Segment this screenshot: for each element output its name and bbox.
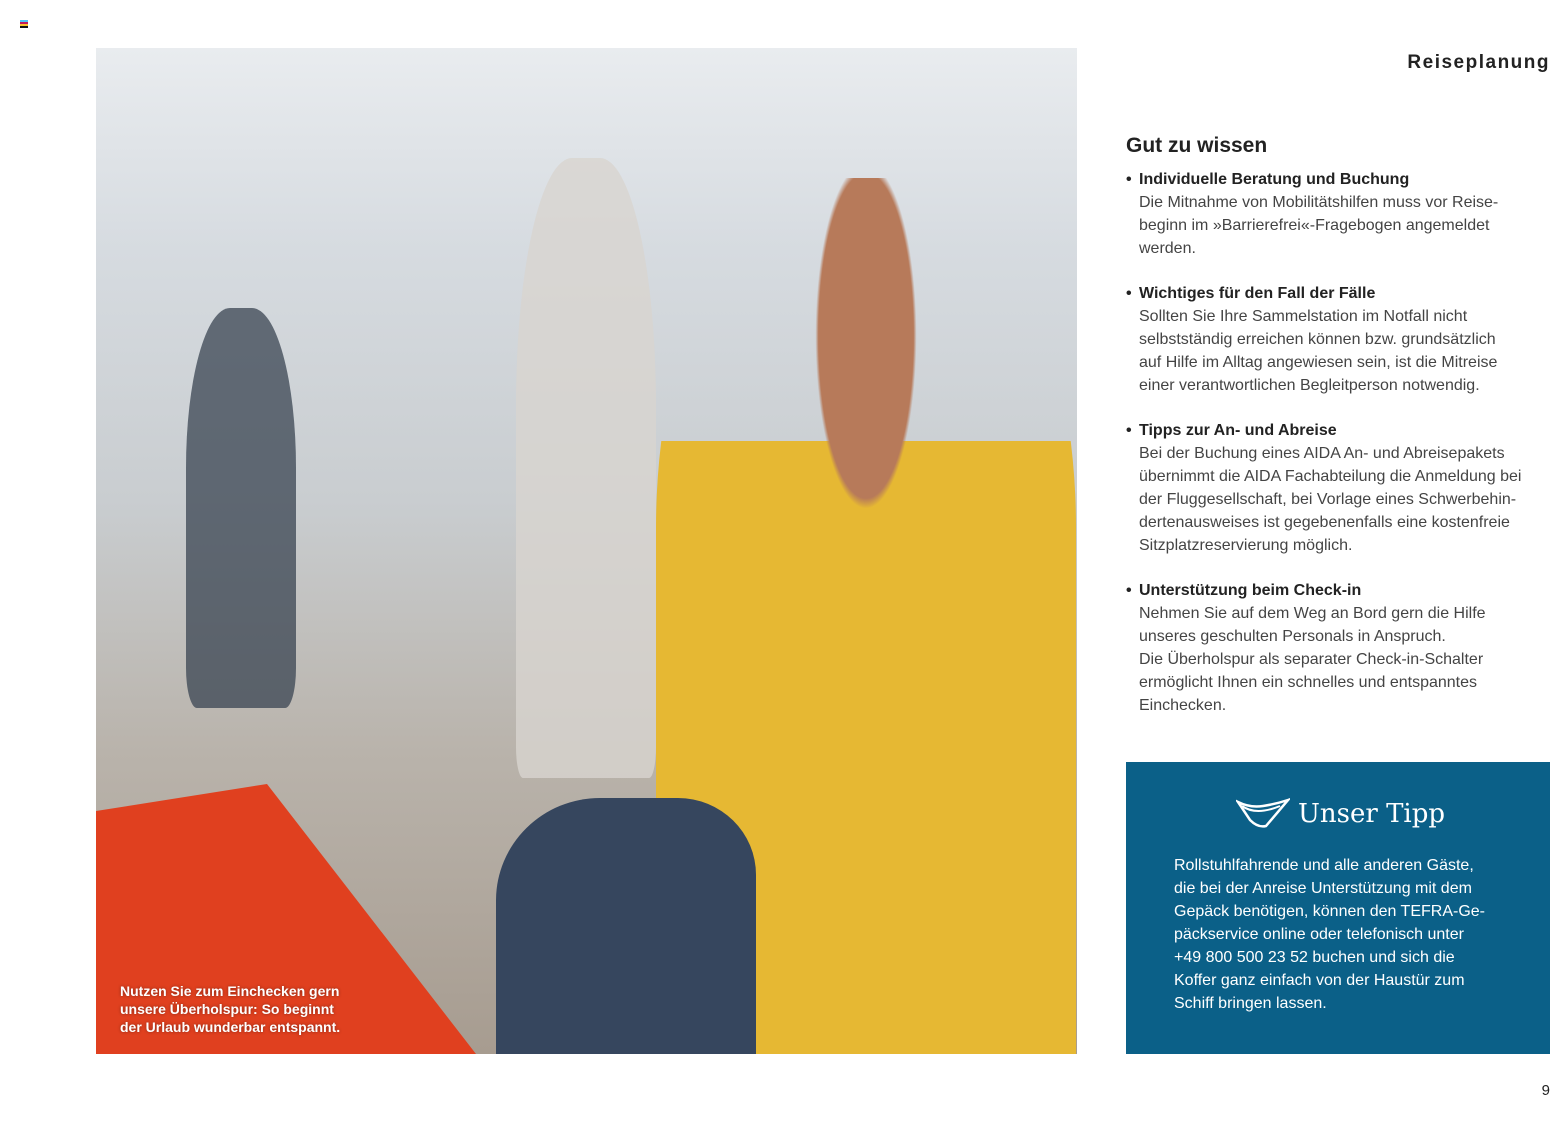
item-title: • Wichtiges für den Fall der Fälle bbox=[1139, 285, 1376, 302]
item-body: Nehmen Sie auf dem Weg an Bord gern die Hilfe unseres geschulten Personals in Anspruch. Die Überholspur als separater Check-in-Schalter ermöglicht Ihnen ein schnelles und entspanntes Einchecken. bbox=[1139, 605, 1486, 714]
photo-jeans bbox=[496, 798, 756, 1054]
item-body: Sollten Sie Ihre Sammelstation im Notfall nicht selbstständig erreichen können bzw. grundsätzlich auf Hilfe im Alltag angewiesen sein, ist die Mitreise einer verantwortlichen Begleitperson notwendig. bbox=[1139, 308, 1498, 394]
item-title: • Tipps zur An- und Abreise bbox=[1139, 422, 1337, 439]
list-item bbox=[1126, 579, 1550, 717]
hero-photo bbox=[96, 48, 1077, 1054]
list-item bbox=[1126, 282, 1550, 397]
item-body: Die Mitnahme von Mobilitätshilfen muss vor Reise- beginn im »Barrierefrei«-Fragebogen angemeldet werden. bbox=[1139, 194, 1499, 257]
section-title: Reiseplanung bbox=[1407, 52, 1550, 73]
tip-title: Unser Tipp bbox=[1298, 799, 1446, 829]
item-title: • Unterstützung beim Check-in bbox=[1139, 582, 1362, 599]
tip-header bbox=[1236, 798, 1445, 830]
list-item bbox=[1126, 419, 1550, 557]
info-list bbox=[1126, 168, 1550, 739]
print-color-marks bbox=[20, 20, 28, 28]
item-title: • Individuelle Beratung und Buchung bbox=[1139, 171, 1410, 188]
item-body: Bei der Buchung eines AIDA An- und Abreisepakets übernimmt die AIDA Fachabteilung die Anmeldung bei der Fluggesellschaft, bei Vorlage eines Schwerbehin- dertenausweises ist gegebenenfalls eine kostenfreie Sitzplatzreservierung möglich. bbox=[1139, 445, 1522, 554]
tip-body: Rollstuhlfahrende und alle anderen Gäste, die bei der Anreise Unterstützung mit dem Gepäck benötigen, können den TEFRA-Ge- päckservice online oder telefonisch unter +49 800 500 23 52 buchen und sich die Koffer ganz einfach von der Haustür zum Schiff bringen lassen. bbox=[1174, 857, 1485, 1012]
photo-background-person bbox=[516, 158, 656, 778]
aida-lips-icon bbox=[1236, 798, 1290, 830]
info-heading: Gut zu wissen bbox=[1126, 134, 1268, 157]
tip-box bbox=[1126, 762, 1550, 1054]
list-item bbox=[1126, 168, 1550, 260]
photo-background-person bbox=[186, 308, 296, 708]
page-number: 9 bbox=[1541, 1082, 1550, 1099]
photo-caption: Nutzen Sie zum Einchecken gern unsere Überholspur: So beginnt der Urlaub wunderbar entspannt. bbox=[120, 983, 341, 1035]
